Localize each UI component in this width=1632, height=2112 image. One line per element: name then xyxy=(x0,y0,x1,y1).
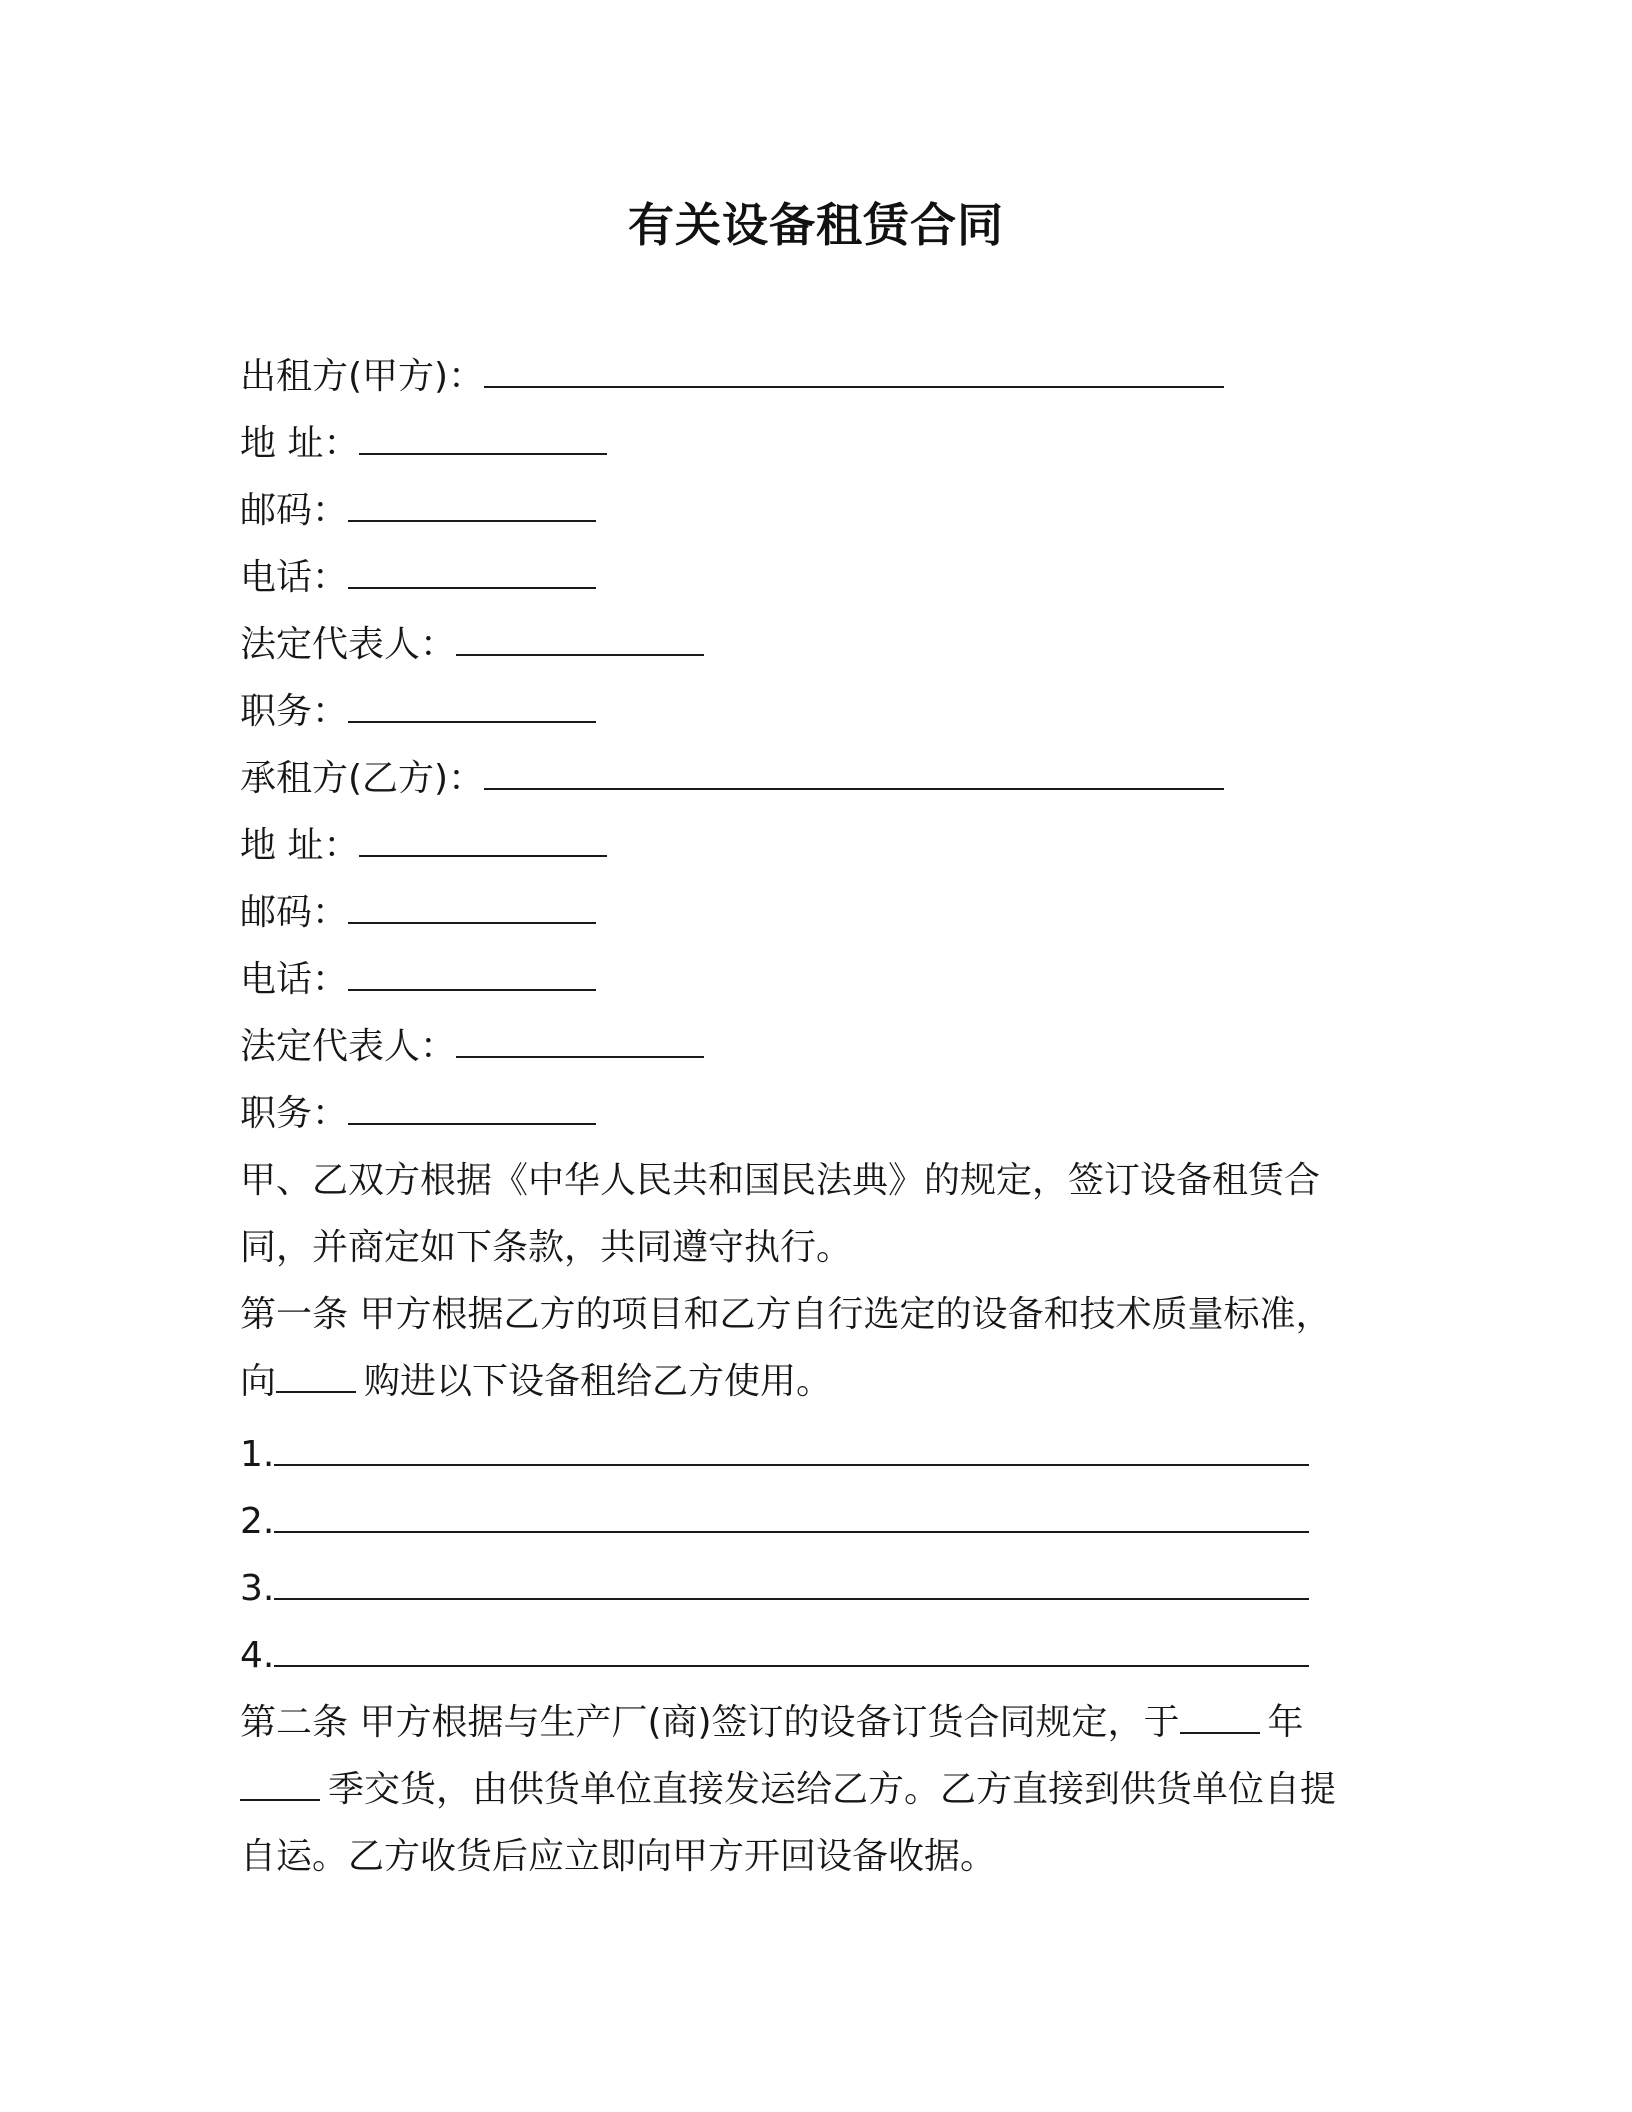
lessor-postcode-blank[interactable] xyxy=(348,480,596,522)
lessee-position-blank[interactable] xyxy=(348,1083,596,1125)
article1-line2-suffix: 购进以下设备租给乙方使用。 xyxy=(364,1361,833,1402)
equipment-item-4 xyxy=(240,1622,1390,1689)
lessee-heading: 承租方(乙方)： xyxy=(240,758,485,799)
equipment-item-blank[interactable] xyxy=(274,1424,1309,1466)
article2-line1-prefix: 第二条 甲方根据与生产厂(商)签订的设备订货合同规定，于 xyxy=(240,1702,1180,1743)
article2-line1-suffix: 年 xyxy=(1267,1702,1304,1743)
lessee-phone-blank[interactable] xyxy=(348,949,596,991)
lessor-phone-label: 电话： xyxy=(240,557,349,598)
lessor-position-blank[interactable] xyxy=(348,681,596,723)
equipment-item-number: 1. xyxy=(240,1434,275,1475)
article2-line2-suffix: 季交货，由供货单位直接发运给乙方。乙方直接到供货单位自提 xyxy=(328,1769,1337,1810)
article2-line-2 xyxy=(240,1756,1390,1823)
document-title: 有关设备租赁合同 xyxy=(628,198,1004,252)
preamble-line-2: 同，并商定如下条款，共同遵守执行。 xyxy=(240,1227,853,1268)
article1-line-2 xyxy=(240,1348,1390,1415)
preamble-line-1: 甲、乙双方根据《中华人民共和国民法典》的规定，签订设备租赁合 xyxy=(240,1160,1321,1201)
equipment-item-number: 3. xyxy=(240,1568,275,1609)
lessee-legal-rep-blank[interactable] xyxy=(456,1016,704,1058)
delivery-year-blank[interactable] xyxy=(1180,1692,1260,1734)
lessee-heading-line xyxy=(240,745,1390,812)
lessee-position-label: 职务： xyxy=(240,1093,349,1134)
lessor-address-blank[interactable] xyxy=(359,413,607,455)
lessor-address-label: 地 址： xyxy=(240,423,360,464)
equipment-item-1 xyxy=(240,1421,1390,1488)
article2-line-3: 自运。乙方收货后应立即向甲方开回设备收据。 xyxy=(240,1836,997,1877)
lessor-position-label: 职务： xyxy=(240,691,349,732)
lessor-postcode-line xyxy=(240,477,1390,544)
lessee-address-line xyxy=(240,812,1390,879)
equipment-item-blank[interactable] xyxy=(274,1491,1309,1533)
lessor-address-line xyxy=(240,410,1390,477)
delivery-quarter-blank[interactable] xyxy=(240,1759,320,1801)
lessee-address-blank[interactable] xyxy=(359,815,607,857)
lessor-legal-rep-blank[interactable] xyxy=(456,614,704,656)
lessee-postcode-line xyxy=(240,879,1390,946)
lessor-heading-line xyxy=(240,343,1390,410)
equipment-item-2 xyxy=(240,1488,1390,1555)
lessor-phone-line xyxy=(240,544,1390,611)
article1-line-1: 第一条 甲方根据乙方的项目和乙方自行选定的设备和技术质量标准， xyxy=(240,1294,1332,1335)
lessee-name-blank[interactable] xyxy=(484,748,1224,790)
equipment-item-3 xyxy=(240,1555,1390,1622)
lessee-address-label: 地 址： xyxy=(240,825,360,866)
lessor-legal-rep-line xyxy=(240,611,1390,678)
lessor-name-blank[interactable] xyxy=(484,346,1224,388)
lessor-phone-blank[interactable] xyxy=(348,547,596,589)
lessee-phone-label: 电话： xyxy=(240,959,349,1000)
equipment-item-number: 2. xyxy=(240,1501,275,1542)
lessee-postcode-label: 邮码： xyxy=(240,892,349,933)
lessee-legal-rep-line xyxy=(240,1013,1390,1080)
lessee-postcode-blank[interactable] xyxy=(348,882,596,924)
supplier-blank[interactable] xyxy=(276,1351,356,1393)
article2-line-1 xyxy=(240,1689,1390,1756)
article1-line2-prefix: 向 xyxy=(240,1361,277,1402)
lessor-heading: 出租方(甲方)： xyxy=(240,356,485,397)
equipment-item-blank[interactable] xyxy=(274,1625,1309,1667)
lessor-legal-rep-label: 法定代表人： xyxy=(240,624,457,665)
equipment-item-number: 4. xyxy=(240,1635,275,1676)
contract-body xyxy=(240,343,1390,1890)
lessor-position-line xyxy=(240,678,1390,745)
lessee-phone-line xyxy=(240,946,1390,1013)
lessee-position-line xyxy=(240,1080,1390,1147)
equipment-item-blank[interactable] xyxy=(274,1558,1309,1600)
lessee-legal-rep-label: 法定代表人： xyxy=(240,1026,457,1067)
lessor-postcode-label: 邮码： xyxy=(240,490,349,531)
